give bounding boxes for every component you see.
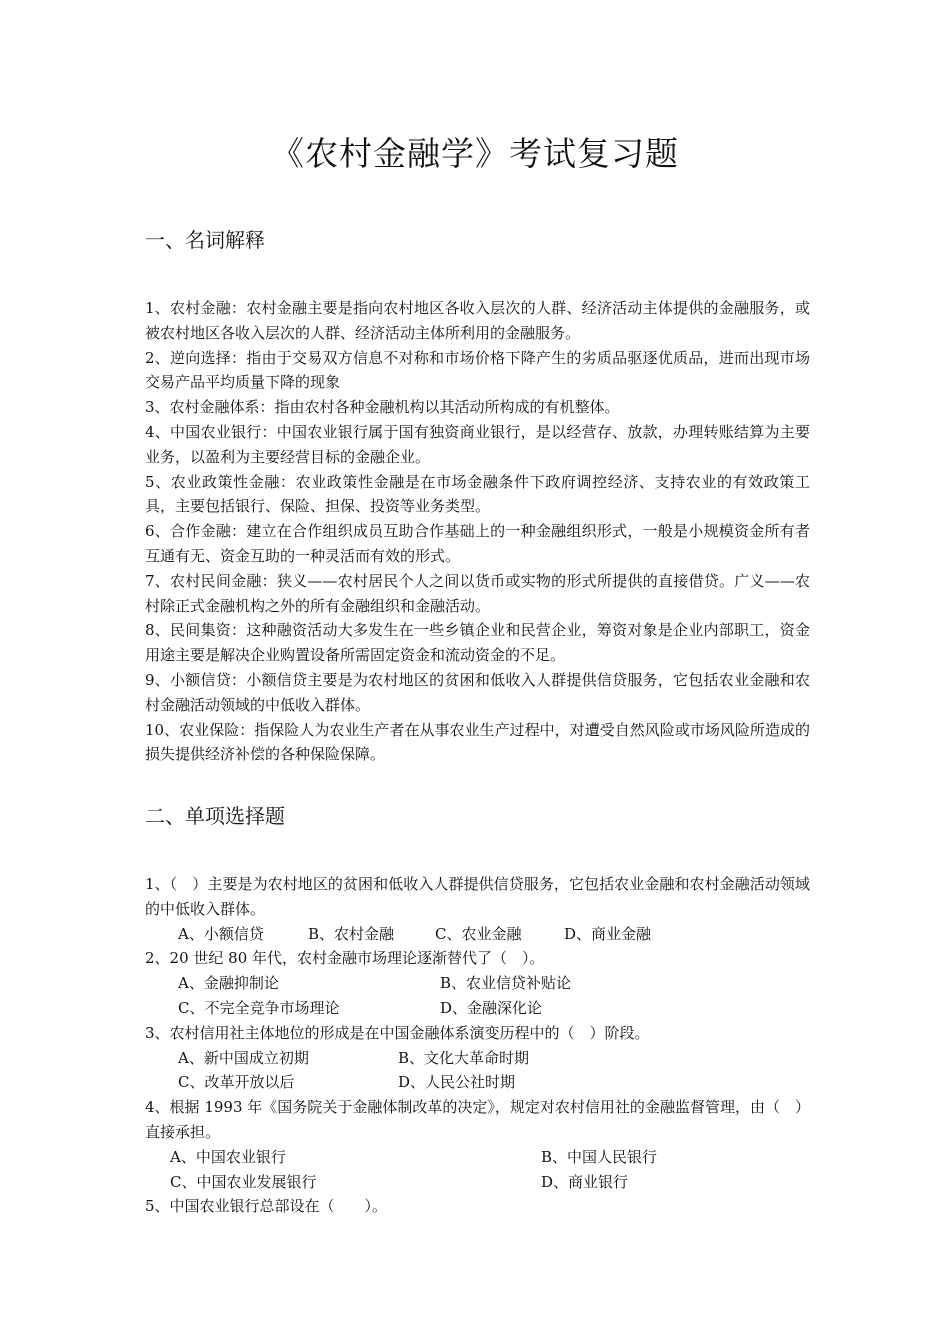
page-title: 《农村金融学》考试复习题 [271, 134, 679, 173]
options-row [145, 1145, 810, 1170]
options-row [145, 1046, 810, 1071]
term-item: 10、农业保险：指保险人为农业生产者在从事农业生产过程中，对遭受自然风险或市场风险所造成的损失提供经济补偿的各种保险保障。 [145, 720, 810, 764]
option-d: D、人民公社时期 [398, 1073, 516, 1092]
option-d: D、商业银行 [541, 1172, 629, 1191]
questions-list [145, 872, 810, 1219]
term-item: 9、小额信贷：小额信贷主要是为农村地区的贫困和低收入人群提供信贷服务，它包括农业金融和农村金融活动领域的中低收入群体。 [145, 670, 810, 714]
term-item: 1、农村金融：农村金融主要是指向农村地区各收入层次的人群、经济活动主体提供的金融服务，或被农村地区各收入层次的人群、经济活动主体所利用的金融服务。 [145, 299, 810, 342]
term-item: 3、农村金融体系：指由农村各种金融机构以其活动所构成的有机整体。 [145, 398, 620, 417]
option-b: B、农业信贷补贴论 [440, 974, 572, 993]
options-row [145, 1170, 810, 1195]
option-c: C、改革开放以后 [178, 1073, 295, 1092]
term-item: 6、合作金融：建立在合作组织成员互助合作基础上的一种金融组织形式，一般是小规模资金所有者互通有无、资金互助的一种灵活而有效的形式。 [145, 522, 810, 565]
term-item: 2、逆向选择：指由于交易双方信息不对称和市场价格下降产生的劣质品驱逐优质品，进而出现市场交易产品平均质量下降的现象 [145, 348, 810, 392]
question-stem: 5、中国农业银行总部设在（ ）。 [145, 1197, 388, 1216]
option-d: D、金融深化论 [440, 998, 543, 1017]
option-b: B、文化大革命时期 [398, 1048, 530, 1067]
section-heading-terms: 一、名词解释 [145, 228, 265, 252]
option-a: A、金融抑制论 [178, 974, 279, 993]
option-c: C、农业金融 [435, 924, 522, 943]
question-stem: 4、根据 1993 年《国务院关于金融体制改革的决定》，规定对农村信用社的金融监督管理，由（ ）直接承担。 [145, 1098, 810, 1141]
question-stem: 1、（ ）主要是为农村地区的贫困和低收入人群提供信贷服务，它包括农业金融和农村金融活动领域的中低收入群体。 [145, 875, 810, 918]
term-item: 4、中国农业银行：中国农业银行属于国有独资商业银行，是以经营存、放款，办理转账结算为主要业务，以盈利为主要经营目标的金融企业。 [145, 422, 810, 466]
term-item: 7、农村民间金融：狭义——农村居民个人之间以货币或实物的形式所提供的直接借贷。广义——农村除正式金融机构之外的所有金融组织和金融活动。 [145, 571, 810, 615]
options-row [145, 922, 810, 947]
options-row [145, 1070, 810, 1095]
question-stem: 2、20 世纪 80 年代，农村金融市场理论逐渐替代了（ ）。 [145, 949, 545, 968]
term-item: 8、民间集资：这种融资活动大多发生在一些乡镇企业和民营企业，筹资对象是企业内部职工，资金用途主要是解决企业购置设备所需固定资金和流动资金的不足。 [145, 621, 810, 665]
option-b: B、农村金融 [308, 924, 395, 943]
term-item: 5、农业政策性金融：农业政策性金融是在市场金融条件下政府调控经济、支持农业的有效政策工具，主要包括银行、保险、担保、投资等业务类型。 [145, 472, 810, 516]
options-row [145, 971, 810, 996]
option-a: A、中国农业银行 [170, 1147, 286, 1166]
options-row [145, 996, 810, 1021]
option-a: A、新中国成立初期 [178, 1048, 309, 1067]
option-a: A、小额信贷 [178, 924, 264, 943]
option-d: D、商业金融 [564, 924, 652, 943]
option-b: B、中国人民银行 [541, 1147, 658, 1166]
question-stem: 3、农村信用社主体地位的形成是在中国金融体系演变历程中的（ ）阶段。 [145, 1023, 650, 1042]
terms-list [145, 296, 810, 767]
option-c: C、不完全竞争市场理论 [178, 998, 340, 1017]
option-c: C、中国农业发展银行 [170, 1172, 317, 1191]
section-heading-choice: 二、单项选择题 [145, 804, 285, 828]
